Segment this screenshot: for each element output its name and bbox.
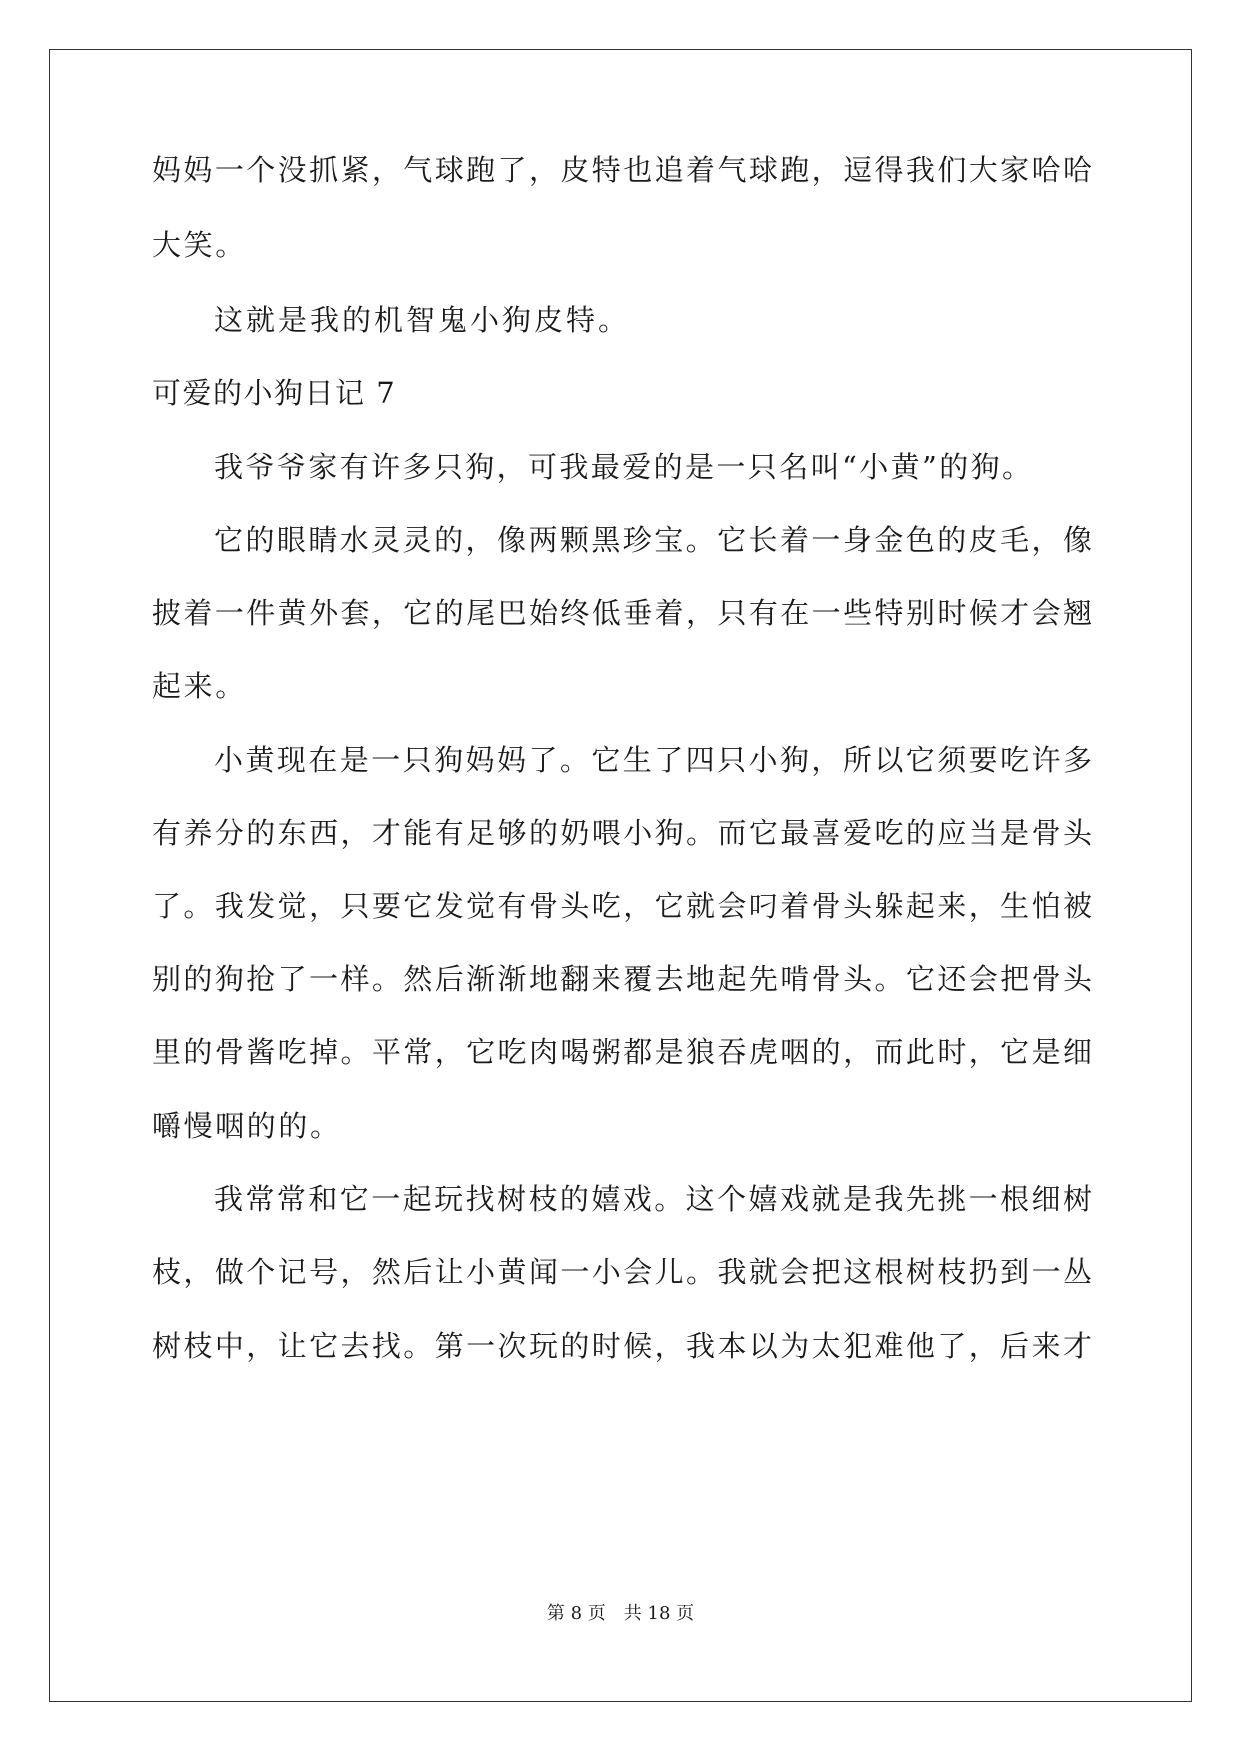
paragraph-1-line-1: 妈妈一个没抓紧，气球跑了，皮特也追着气球跑，逗得我们大家哈哈	[152, 153, 1092, 187]
paragraph-5-line-3: 了。我发觉，只要它发觉有骨头吃，它就会叼着骨头躲起来，生怕被	[152, 889, 1092, 923]
page-number-current: 第 8 页	[546, 1603, 606, 1624]
paragraph-5-line-6: 嚼慢咽的的。	[152, 1109, 342, 1143]
paragraph-2-line-1: 这就是我的机智鬼小狗皮特。	[214, 303, 631, 337]
page-number-total: 共 18 页	[623, 1603, 695, 1624]
paragraph-6-line-1: 我常常和它一起玩找树枝的嬉戏。这个嬉戏就是我先挑一根细树	[214, 1182, 1092, 1216]
page-border	[49, 49, 1192, 1702]
paragraph-4-line-1: 它的眼睛水灵灵的，像两颗黑珍宝。它长着一身金色的皮毛，像	[214, 523, 1092, 557]
paragraph-3-line-1: 我爷爷家有许多只狗，可我最爱的是一只名叫“小黄”的狗。	[214, 450, 1034, 484]
paragraph-5-line-4: 别的狗抢了一样。然后渐渐地翻来覆去地起先啃骨头。它还会把骨头	[152, 962, 1092, 996]
paragraph-5-line-5: 里的骨酱吃掉。平常，它吃肉喝粥都是狼吞虎咽的，而此时，它是细	[152, 1035, 1092, 1069]
paragraph-1-line-2: 大笑。	[152, 228, 247, 262]
section-title: 可爱的小狗日记 7	[152, 376, 397, 410]
paragraph-5-line-1: 小黄现在是一只狗妈妈了。它生了四只小狗，所以它须要吃许多	[214, 743, 1092, 777]
paragraph-6-line-2: 枝，做个记号，然后让小黄闻一小会儿。我就会把这根树枝扔到一丛	[152, 1255, 1092, 1289]
paragraph-6-line-3: 树枝中，让它去找。第一次玩的时候，我本以为太犯难他了，后来才	[152, 1329, 1092, 1363]
paragraph-4-line-3: 起来。	[152, 669, 247, 703]
page-footer	[0, 1602, 1241, 1626]
paragraph-5-line-2: 有养分的东西，才能有足够的奶喂小狗。而它最喜爱吃的应当是骨头	[152, 816, 1092, 850]
paragraph-4-line-2: 披着一件黄外套，它的尾巴始终低垂着，只有在一些特别时候才会翘	[152, 596, 1092, 630]
